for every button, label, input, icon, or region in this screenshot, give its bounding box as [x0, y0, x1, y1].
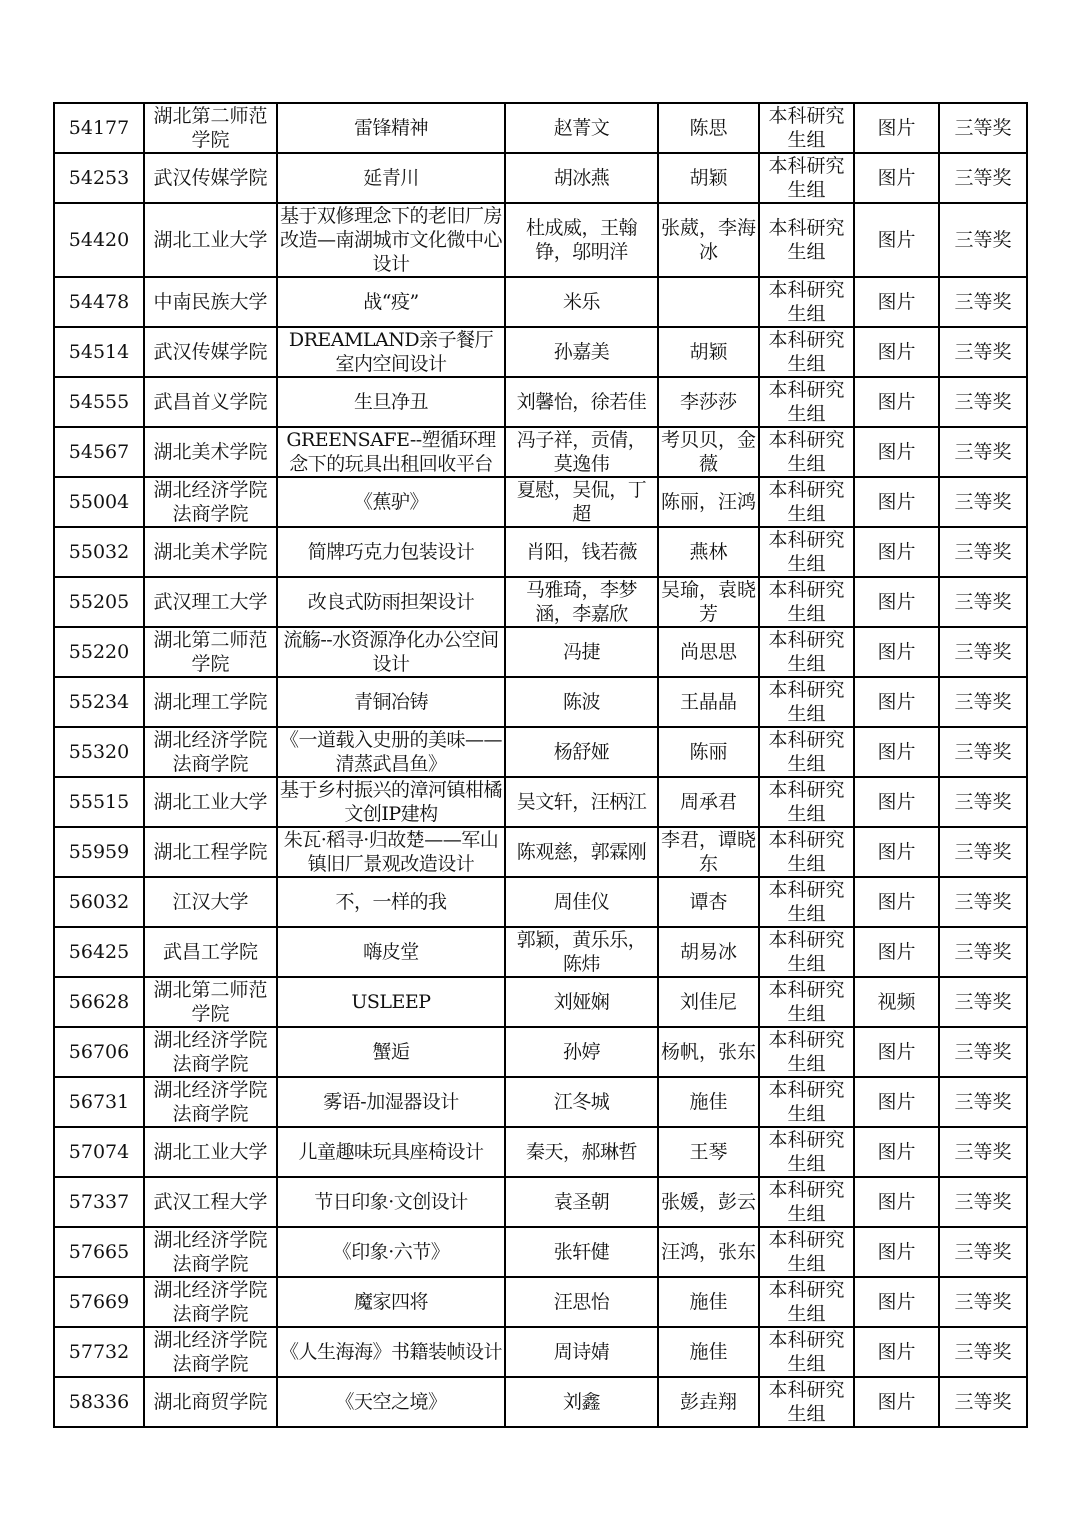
table-row	[54, 377, 1027, 427]
table-row	[54, 1077, 1027, 1127]
table-row	[54, 1227, 1027, 1277]
group-cell: 本科研究生组	[759, 277, 854, 327]
title-cell: 《一道载入史册的美味——清蒸武昌鱼》	[277, 727, 505, 777]
advisor-cell: 胡颖	[658, 327, 759, 377]
award-cell: 三等奖	[939, 377, 1027, 427]
title-cell: DREAMLAND亲子餐厅室内空间设计	[277, 327, 505, 377]
authors-cell: 周诗婧	[505, 1327, 658, 1377]
advisor-cell: 杨帆，张东	[658, 1027, 759, 1077]
authors-cell: 陈波	[505, 677, 658, 727]
advisor-cell: 施佳	[658, 1277, 759, 1327]
group-cell: 本科研究生组	[759, 477, 854, 527]
school-cell: 湖北第二师范学院	[144, 627, 277, 677]
authors-cell: 刘馨怡，徐若佳	[505, 377, 658, 427]
authors-cell: 秦天，郝琳哲	[505, 1127, 658, 1177]
table-row	[54, 927, 1027, 977]
entry-id-cell: 54555	[54, 377, 144, 427]
group-cell: 本科研究生组	[759, 103, 854, 153]
advisor-cell: 谭杏	[658, 877, 759, 927]
award-cell: 三等奖	[939, 1127, 1027, 1177]
group-cell: 本科研究生组	[759, 1127, 854, 1177]
advisor-cell: 陈丽，汪鸿	[658, 477, 759, 527]
authors-cell: 赵菁文	[505, 103, 658, 153]
advisor-cell: 胡颖	[658, 153, 759, 203]
advisor-cell: 张葳，李海冰	[658, 203, 759, 277]
advisor-cell: 周承君	[658, 777, 759, 827]
type-cell: 图片	[854, 527, 939, 577]
entry-id-cell: 54478	[54, 277, 144, 327]
group-cell: 本科研究生组	[759, 927, 854, 977]
advisor-cell: 张媛，彭云	[658, 1177, 759, 1227]
award-cell: 三等奖	[939, 1227, 1027, 1277]
authors-cell: 江冬城	[505, 1077, 658, 1127]
award-cell: 三等奖	[939, 777, 1027, 827]
entry-id-cell: 56628	[54, 977, 144, 1027]
school-cell: 武汉传媒学院	[144, 327, 277, 377]
award-cell: 三等奖	[939, 677, 1027, 727]
school-cell: 武昌工学院	[144, 927, 277, 977]
authors-cell: 陈观慈，郭霖刚	[505, 827, 658, 877]
award-cell: 三等奖	[939, 877, 1027, 927]
school-cell: 湖北经济学院法商学院	[144, 1077, 277, 1127]
school-cell: 湖北经济学院法商学院	[144, 1327, 277, 1377]
table-row	[54, 627, 1027, 677]
school-cell: 湖北商贸学院	[144, 1377, 277, 1427]
authors-cell: 冯捷	[505, 627, 658, 677]
entry-id-cell: 58336	[54, 1377, 144, 1427]
type-cell: 图片	[854, 1077, 939, 1127]
advisor-cell: 李莎莎	[658, 377, 759, 427]
group-cell: 本科研究生组	[759, 1177, 854, 1227]
school-cell: 江汉大学	[144, 877, 277, 927]
school-cell: 湖北工业大学	[144, 777, 277, 827]
title-cell: 简牌巧克力包装设计	[277, 527, 505, 577]
school-cell: 湖北经济学院法商学院	[144, 1277, 277, 1327]
type-cell: 图片	[854, 1377, 939, 1427]
school-cell: 湖北理工学院	[144, 677, 277, 727]
advisor-cell	[658, 277, 759, 327]
group-cell: 本科研究生组	[759, 1277, 854, 1327]
authors-cell: 吴文轩，汪柄江	[505, 777, 658, 827]
group-cell: 本科研究生组	[759, 877, 854, 927]
type-cell: 图片	[854, 777, 939, 827]
type-cell: 图片	[854, 677, 939, 727]
table-row	[54, 153, 1027, 203]
school-cell: 湖北经济学院法商学院	[144, 477, 277, 527]
authors-cell: 张轩健	[505, 1227, 658, 1277]
group-cell: 本科研究生组	[759, 1227, 854, 1277]
type-cell: 图片	[854, 827, 939, 877]
entry-id-cell: 54514	[54, 327, 144, 377]
advisor-cell: 陈思	[658, 103, 759, 153]
entry-id-cell: 55320	[54, 727, 144, 777]
school-cell: 湖北经济学院法商学院	[144, 1027, 277, 1077]
type-cell: 图片	[854, 477, 939, 527]
title-cell: 《天空之境》	[277, 1377, 505, 1427]
title-cell: 青铜冶铸	[277, 677, 505, 727]
authors-cell: 冯子祥，贡倩，莫逸伟	[505, 427, 658, 477]
entry-id-cell: 56731	[54, 1077, 144, 1127]
group-cell: 本科研究生组	[759, 627, 854, 677]
table-row	[54, 203, 1027, 277]
title-cell: 战“疫”	[277, 277, 505, 327]
school-cell: 湖北第二师范学院	[144, 977, 277, 1027]
title-cell: 流觞--水资源净化办公空间设计	[277, 627, 505, 677]
authors-cell: 刘娅娴	[505, 977, 658, 1027]
table-row	[54, 1327, 1027, 1377]
type-cell: 图片	[854, 203, 939, 277]
entry-id-cell: 55234	[54, 677, 144, 727]
awards-table	[53, 102, 1028, 1428]
award-cell: 三等奖	[939, 627, 1027, 677]
award-cell: 三等奖	[939, 103, 1027, 153]
title-cell: 《蕉驴》	[277, 477, 505, 527]
entry-id-cell: 57074	[54, 1127, 144, 1177]
group-cell: 本科研究生组	[759, 577, 854, 627]
advisor-cell: 王琴	[658, 1127, 759, 1177]
group-cell: 本科研究生组	[759, 777, 854, 827]
advisor-cell: 彭垚翔	[658, 1377, 759, 1427]
table-row	[54, 477, 1027, 527]
group-cell: 本科研究生组	[759, 203, 854, 277]
award-cell: 三等奖	[939, 1077, 1027, 1127]
award-cell: 三等奖	[939, 1277, 1027, 1327]
authors-cell: 周佳仪	[505, 877, 658, 927]
title-cell: 生旦净丑	[277, 377, 505, 427]
title-cell: USLEEP	[277, 977, 505, 1027]
group-cell: 本科研究生组	[759, 1377, 854, 1427]
table-row	[54, 1377, 1027, 1427]
table-row	[54, 1127, 1027, 1177]
type-cell: 图片	[854, 377, 939, 427]
table-row	[54, 827, 1027, 877]
authors-cell: 郭颖，黄乐乐，陈炜	[505, 927, 658, 977]
authors-cell: 袁圣朝	[505, 1177, 658, 1227]
entry-id-cell: 56032	[54, 877, 144, 927]
table-row	[54, 777, 1027, 827]
authors-cell: 米乐	[505, 277, 658, 327]
entry-id-cell: 57337	[54, 1177, 144, 1227]
entry-id-cell: 55032	[54, 527, 144, 577]
table-row	[54, 577, 1027, 627]
type-cell: 视频	[854, 977, 939, 1027]
award-cell: 三等奖	[939, 577, 1027, 627]
award-cell: 三等奖	[939, 327, 1027, 377]
award-cell: 三等奖	[939, 977, 1027, 1027]
authors-cell: 胡冰燕	[505, 153, 658, 203]
table-row	[54, 1027, 1027, 1077]
table-row	[54, 527, 1027, 577]
entry-id-cell: 55205	[54, 577, 144, 627]
type-cell: 图片	[854, 927, 939, 977]
school-cell: 武昌首义学院	[144, 377, 277, 427]
type-cell: 图片	[854, 727, 939, 777]
authors-cell: 杨舒娅	[505, 727, 658, 777]
advisor-cell: 汪鸿，张东	[658, 1227, 759, 1277]
table-row	[54, 427, 1027, 477]
award-cell: 三等奖	[939, 927, 1027, 977]
entry-id-cell: 54177	[54, 103, 144, 153]
type-cell: 图片	[854, 877, 939, 927]
school-cell: 湖北美术学院	[144, 527, 277, 577]
title-cell: 延青川	[277, 153, 505, 203]
award-cell: 三等奖	[939, 427, 1027, 477]
table-row	[54, 327, 1027, 377]
entry-id-cell: 55220	[54, 627, 144, 677]
table-row	[54, 677, 1027, 727]
title-cell: 蟹逅	[277, 1027, 505, 1077]
type-cell: 图片	[854, 1177, 939, 1227]
title-cell: 朱瓦·稻寻·归故楚——军山镇旧厂景观改造设计	[277, 827, 505, 877]
award-cell: 三等奖	[939, 1177, 1027, 1227]
table-row	[54, 977, 1027, 1027]
title-cell: 雷锋精神	[277, 103, 505, 153]
group-cell: 本科研究生组	[759, 377, 854, 427]
authors-cell: 孙婷	[505, 1027, 658, 1077]
authors-cell: 杜成威，王翰铮，邬明洋	[505, 203, 658, 277]
award-cell: 三等奖	[939, 527, 1027, 577]
authors-cell: 汪思怡	[505, 1277, 658, 1327]
group-cell: 本科研究生组	[759, 527, 854, 577]
type-cell: 图片	[854, 1277, 939, 1327]
authors-cell: 马雅琦，李梦涵，李嘉欣	[505, 577, 658, 627]
advisor-cell: 刘佳尼	[658, 977, 759, 1027]
school-cell: 湖北经济学院法商学院	[144, 727, 277, 777]
school-cell: 湖北第二师范学院	[144, 103, 277, 153]
group-cell: 本科研究生组	[759, 427, 854, 477]
table-row	[54, 727, 1027, 777]
advisor-cell: 燕林	[658, 527, 759, 577]
school-cell: 湖北经济学院法商学院	[144, 1227, 277, 1277]
advisor-cell: 考贝贝，金薇	[658, 427, 759, 477]
awards-sheet	[53, 102, 1028, 1428]
type-cell: 图片	[854, 1027, 939, 1077]
advisor-cell: 李君，谭晓东	[658, 827, 759, 877]
type-cell: 图片	[854, 103, 939, 153]
award-cell: 三等奖	[939, 727, 1027, 777]
entry-id-cell: 55004	[54, 477, 144, 527]
table-body	[54, 103, 1027, 1427]
entry-id-cell: 56706	[54, 1027, 144, 1077]
title-cell: 《人生海海》书籍装帧设计	[277, 1327, 505, 1377]
school-cell: 湖北工程学院	[144, 827, 277, 877]
title-cell: 节日印象·文创设计	[277, 1177, 505, 1227]
group-cell: 本科研究生组	[759, 1027, 854, 1077]
title-cell: 《印象·六节》	[277, 1227, 505, 1277]
school-cell: 武汉传媒学院	[144, 153, 277, 203]
school-cell: 武汉理工大学	[144, 577, 277, 627]
group-cell: 本科研究生组	[759, 327, 854, 377]
title-cell: 基于双修理念下的老旧厂房改造—南湖城市文化微中心设计	[277, 203, 505, 277]
award-cell: 三等奖	[939, 1327, 1027, 1377]
entry-id-cell: 54420	[54, 203, 144, 277]
table-row	[54, 103, 1027, 153]
type-cell: 图片	[854, 1127, 939, 1177]
entry-id-cell: 54253	[54, 153, 144, 203]
award-cell: 三等奖	[939, 277, 1027, 327]
type-cell: 图片	[854, 327, 939, 377]
entry-id-cell: 55515	[54, 777, 144, 827]
group-cell: 本科研究生组	[759, 727, 854, 777]
award-cell: 三等奖	[939, 1377, 1027, 1427]
entry-id-cell: 56425	[54, 927, 144, 977]
school-cell: 湖北工业大学	[144, 203, 277, 277]
school-cell: 湖北美术学院	[144, 427, 277, 477]
advisor-cell: 陈丽	[658, 727, 759, 777]
title-cell: 儿童趣味玩具座椅设计	[277, 1127, 505, 1177]
group-cell: 本科研究生组	[759, 153, 854, 203]
school-cell: 中南民族大学	[144, 277, 277, 327]
advisor-cell: 吴瑜，袁晓芳	[658, 577, 759, 627]
award-cell: 三等奖	[939, 477, 1027, 527]
type-cell: 图片	[854, 277, 939, 327]
award-cell: 三等奖	[939, 203, 1027, 277]
advisor-cell: 胡易冰	[658, 927, 759, 977]
type-cell: 图片	[854, 153, 939, 203]
title-cell: 改良式防雨担架设计	[277, 577, 505, 627]
table-row	[54, 877, 1027, 927]
entry-id-cell: 57732	[54, 1327, 144, 1377]
advisor-cell: 王晶晶	[658, 677, 759, 727]
type-cell: 图片	[854, 627, 939, 677]
award-cell: 三等奖	[939, 153, 1027, 203]
advisor-cell: 施佳	[658, 1327, 759, 1377]
group-cell: 本科研究生组	[759, 977, 854, 1027]
group-cell: 本科研究生组	[759, 1327, 854, 1377]
award-cell: 三等奖	[939, 827, 1027, 877]
title-cell: 嗨皮堂	[277, 927, 505, 977]
table-row	[54, 1177, 1027, 1227]
title-cell: 雾语-加湿器设计	[277, 1077, 505, 1127]
authors-cell: 刘鑫	[505, 1377, 658, 1427]
type-cell: 图片	[854, 1327, 939, 1377]
title-cell: 魔家四将	[277, 1277, 505, 1327]
type-cell: 图片	[854, 1227, 939, 1277]
title-cell: 不，一样的我	[277, 877, 505, 927]
table-row	[54, 277, 1027, 327]
table-row	[54, 1277, 1027, 1327]
authors-cell: 肖阳，钱若薇	[505, 527, 658, 577]
advisor-cell: 施佳	[658, 1077, 759, 1127]
school-cell: 武汉工程大学	[144, 1177, 277, 1227]
group-cell: 本科研究生组	[759, 1077, 854, 1127]
entry-id-cell: 54567	[54, 427, 144, 477]
entry-id-cell: 57665	[54, 1227, 144, 1277]
entry-id-cell: 55959	[54, 827, 144, 877]
advisor-cell: 尚思思	[658, 627, 759, 677]
school-cell: 湖北工业大学	[144, 1127, 277, 1177]
type-cell: 图片	[854, 577, 939, 627]
group-cell: 本科研究生组	[759, 827, 854, 877]
type-cell: 图片	[854, 427, 939, 477]
entry-id-cell: 57669	[54, 1277, 144, 1327]
title-cell: 基于乡村振兴的漳河镇柑橘文创IP建构	[277, 777, 505, 827]
authors-cell: 夏慰，吴侃，丁超	[505, 477, 658, 527]
title-cell: GREENSAFE--塑循环理念下的玩具出租回收平台	[277, 427, 505, 477]
award-cell: 三等奖	[939, 1027, 1027, 1077]
authors-cell: 孙嘉美	[505, 327, 658, 377]
group-cell: 本科研究生组	[759, 677, 854, 727]
